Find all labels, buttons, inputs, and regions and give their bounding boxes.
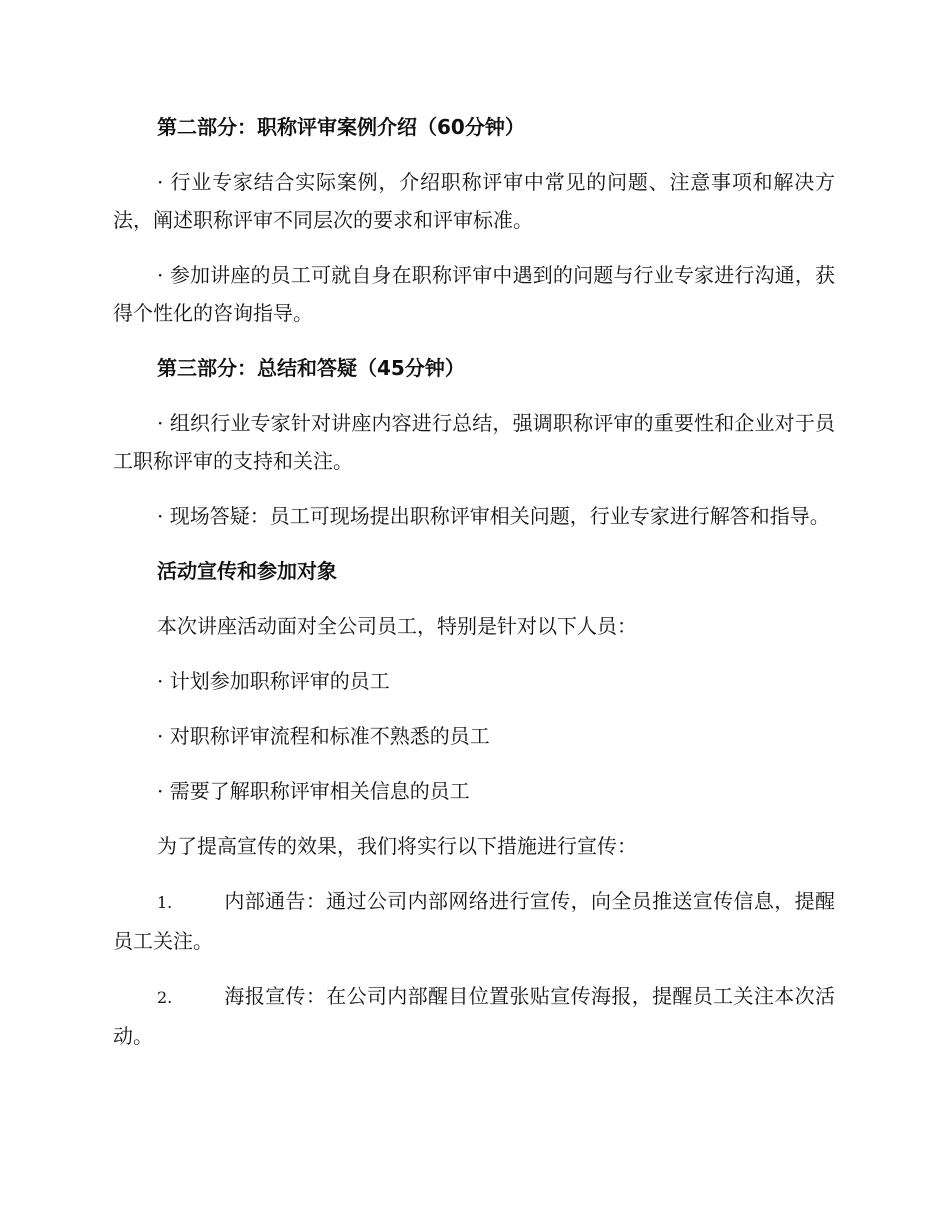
- paragraph-consultation: · 参加讲座的员工可就自身在职称评审中遇到的问题与行业专家进行沟通，获得个性化的咨询指导。: [113, 263, 835, 325]
- document-body: [113, 108, 835, 1072]
- item-number: 1.: [157, 893, 173, 912]
- item-text: 海报宣传：在公司内部醒目位置张贴宣传海报，提醒员工关注本次活动。: [113, 984, 835, 1048]
- numbered-item: [113, 882, 835, 960]
- paragraph-audience-intro: 本次讲座活动面对全公司员工，特别是针对以下人员：: [157, 614, 637, 638]
- audience-item-unfamiliar: · 对职称评审流程和标准不熟悉的员工: [157, 724, 490, 748]
- paragraph-case-intro: · 行业专家结合实际案例，介绍职称评审中常见的问题、注意事项和解决方法，阐述职称评审不同层次的要求和评审标准。: [113, 170, 835, 232]
- section-heading-part-three: 第三部分：总结和答疑（45分钟）: [157, 356, 465, 380]
- section-heading-publicity: 活动宣传和参加对象: [157, 559, 337, 583]
- paragraph-summary: · 组织行业专家针对讲座内容进行总结，强调职称评审的重要性和企业对于员工职称评审的支持和关注。: [113, 411, 835, 473]
- audience-item-planning: · 计划参加职称评审的员工: [157, 669, 390, 693]
- audience-item-info: · 需要了解职称评审相关信息的员工: [157, 779, 470, 803]
- paragraph-measures-intro: 为了提高宣传的效果，我们将实行以下措施进行宣传：: [157, 834, 637, 858]
- section-heading-part-two: 第二部分：职称评审案例介绍（60分钟）: [157, 115, 525, 139]
- numbered-item: [113, 977, 835, 1055]
- paragraph-qa: · 现场答疑：员工可现场提出职称评审相关问题，行业专家进行解答和指导。: [157, 504, 830, 528]
- item-text: 内部通告：通过公司内部网络进行宣传，向全员推送宣传信息，提醒员工关注。: [113, 889, 835, 953]
- item-number: 2.: [157, 988, 173, 1007]
